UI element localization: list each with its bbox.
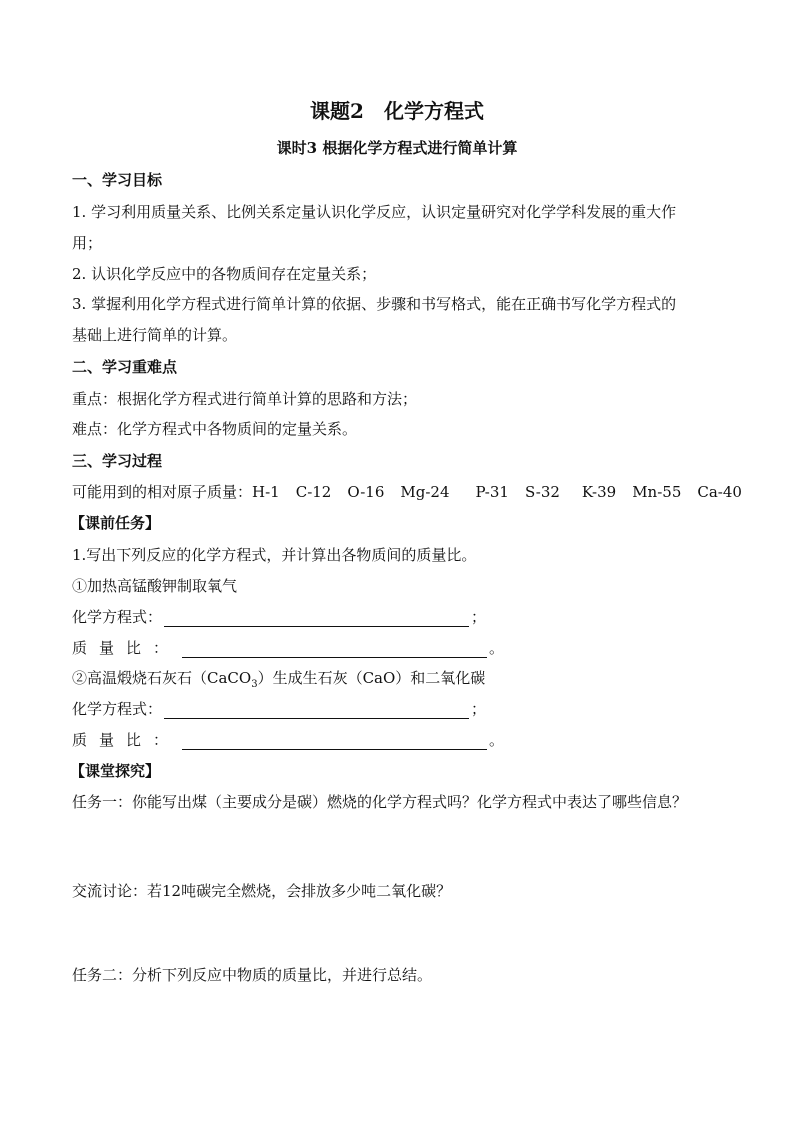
- goal-item-3-line-2: 基础上进行简单的计算。: [72, 326, 238, 344]
- pretask-heading: 【课前任务】: [70, 514, 161, 532]
- ratio-label: 质量比：: [72, 731, 181, 749]
- section-heading-key-points: 二、学习重难点: [72, 358, 178, 376]
- reaction-2-equation-row: [72, 699, 486, 719]
- atomic-mass-p: P-31: [475, 483, 509, 501]
- page-title: 课题2 化学方程式: [310, 99, 484, 123]
- goal-item-1-line-1: 1. 学习利用质量关系、比例关系定量认识化学反应，认识定量研究对化学学科发展的重大作: [72, 203, 677, 221]
- atomic-mass-h: H-1: [252, 483, 280, 501]
- period-mark: 。: [489, 731, 505, 749]
- pretask-prompt: 1.写出下列反应的化学方程式，并计算出各物质间的质量比。: [72, 546, 477, 564]
- equation-blank-1[interactable]: [164, 610, 469, 627]
- atomic-mass-k: K-39: [581, 483, 617, 501]
- atomic-mass-label: 可能用到的相对原子质量：: [72, 483, 253, 501]
- key-point-text: 重点：根据化学方程式进行简单计算的思路和方法；: [72, 390, 418, 408]
- reaction-2-text-suffix: ）生成生石灰（CaO）和二氧化碳: [257, 669, 486, 687]
- atomic-mass-s: S-32: [524, 483, 560, 501]
- semicolon-mark: ；: [471, 608, 487, 626]
- ratio-blank-1[interactable]: [182, 641, 487, 658]
- reaction-2-ratio-row: [72, 730, 504, 750]
- reaction-1-ratio-row: [72, 638, 504, 658]
- task-2-text: 任务二：分析下列反应中物质的质量比，并进行总结。: [72, 966, 433, 984]
- period-mark: 。: [489, 639, 505, 657]
- goal-item-1-line-2: 用；: [72, 234, 103, 252]
- atomic-mass-ca: Ca-40: [697, 483, 742, 501]
- difficult-point-text: 难点：化学方程式中各物质间的定量关系。: [72, 420, 358, 438]
- reaction-2-text-prefix: ②高温煅烧石灰石（CaCO: [72, 669, 252, 687]
- reaction-2-label: [72, 668, 485, 695]
- equation-label: 化学方程式：: [72, 700, 163, 718]
- classtask-heading: 【课堂探究】: [70, 762, 161, 780]
- section-heading-process: 三、学习过程: [72, 452, 163, 470]
- semicolon-mark: ；: [471, 700, 487, 718]
- reaction-2-subscript: 3: [251, 679, 258, 690]
- atomic-mass-mg: Mg-24: [400, 483, 450, 501]
- equation-blank-2[interactable]: [164, 702, 469, 719]
- equation-label: 化学方程式：: [72, 608, 163, 626]
- section-heading-goals: 一、学习目标: [72, 171, 163, 189]
- ratio-label: 质量比：: [72, 639, 181, 657]
- reaction-1-label: ①加热高锰酸钾制取氧气: [72, 577, 238, 595]
- atomic-mass-c: C-12: [295, 483, 332, 501]
- task-1-text: 任务一：你能写出煤（主要成分是碳）燃烧的化学方程式吗？化学方程式中表达了哪些信息？: [72, 793, 688, 811]
- ratio-blank-2[interactable]: [182, 733, 487, 750]
- page-subtitle: 课时3 根据化学方程式进行简单计算: [276, 139, 518, 157]
- atomic-mass-line: [72, 482, 758, 502]
- atomic-mass-o: O-16: [347, 483, 385, 501]
- discussion-text: 交流讨论：若12吨碳完全燃烧，会排放多少吨二氧化碳？: [72, 882, 452, 900]
- goal-item-2: 2. 认识化学反应中的各物质间存在定量关系；: [72, 265, 377, 283]
- reaction-1-equation-row: [72, 607, 486, 627]
- goal-item-3-line-1: 3. 掌握利用化学方程式进行简单计算的依据、步骤和书写格式，能在正确书写化学方程式的: [72, 295, 677, 313]
- atomic-mass-mn: Mn-55: [632, 483, 682, 501]
